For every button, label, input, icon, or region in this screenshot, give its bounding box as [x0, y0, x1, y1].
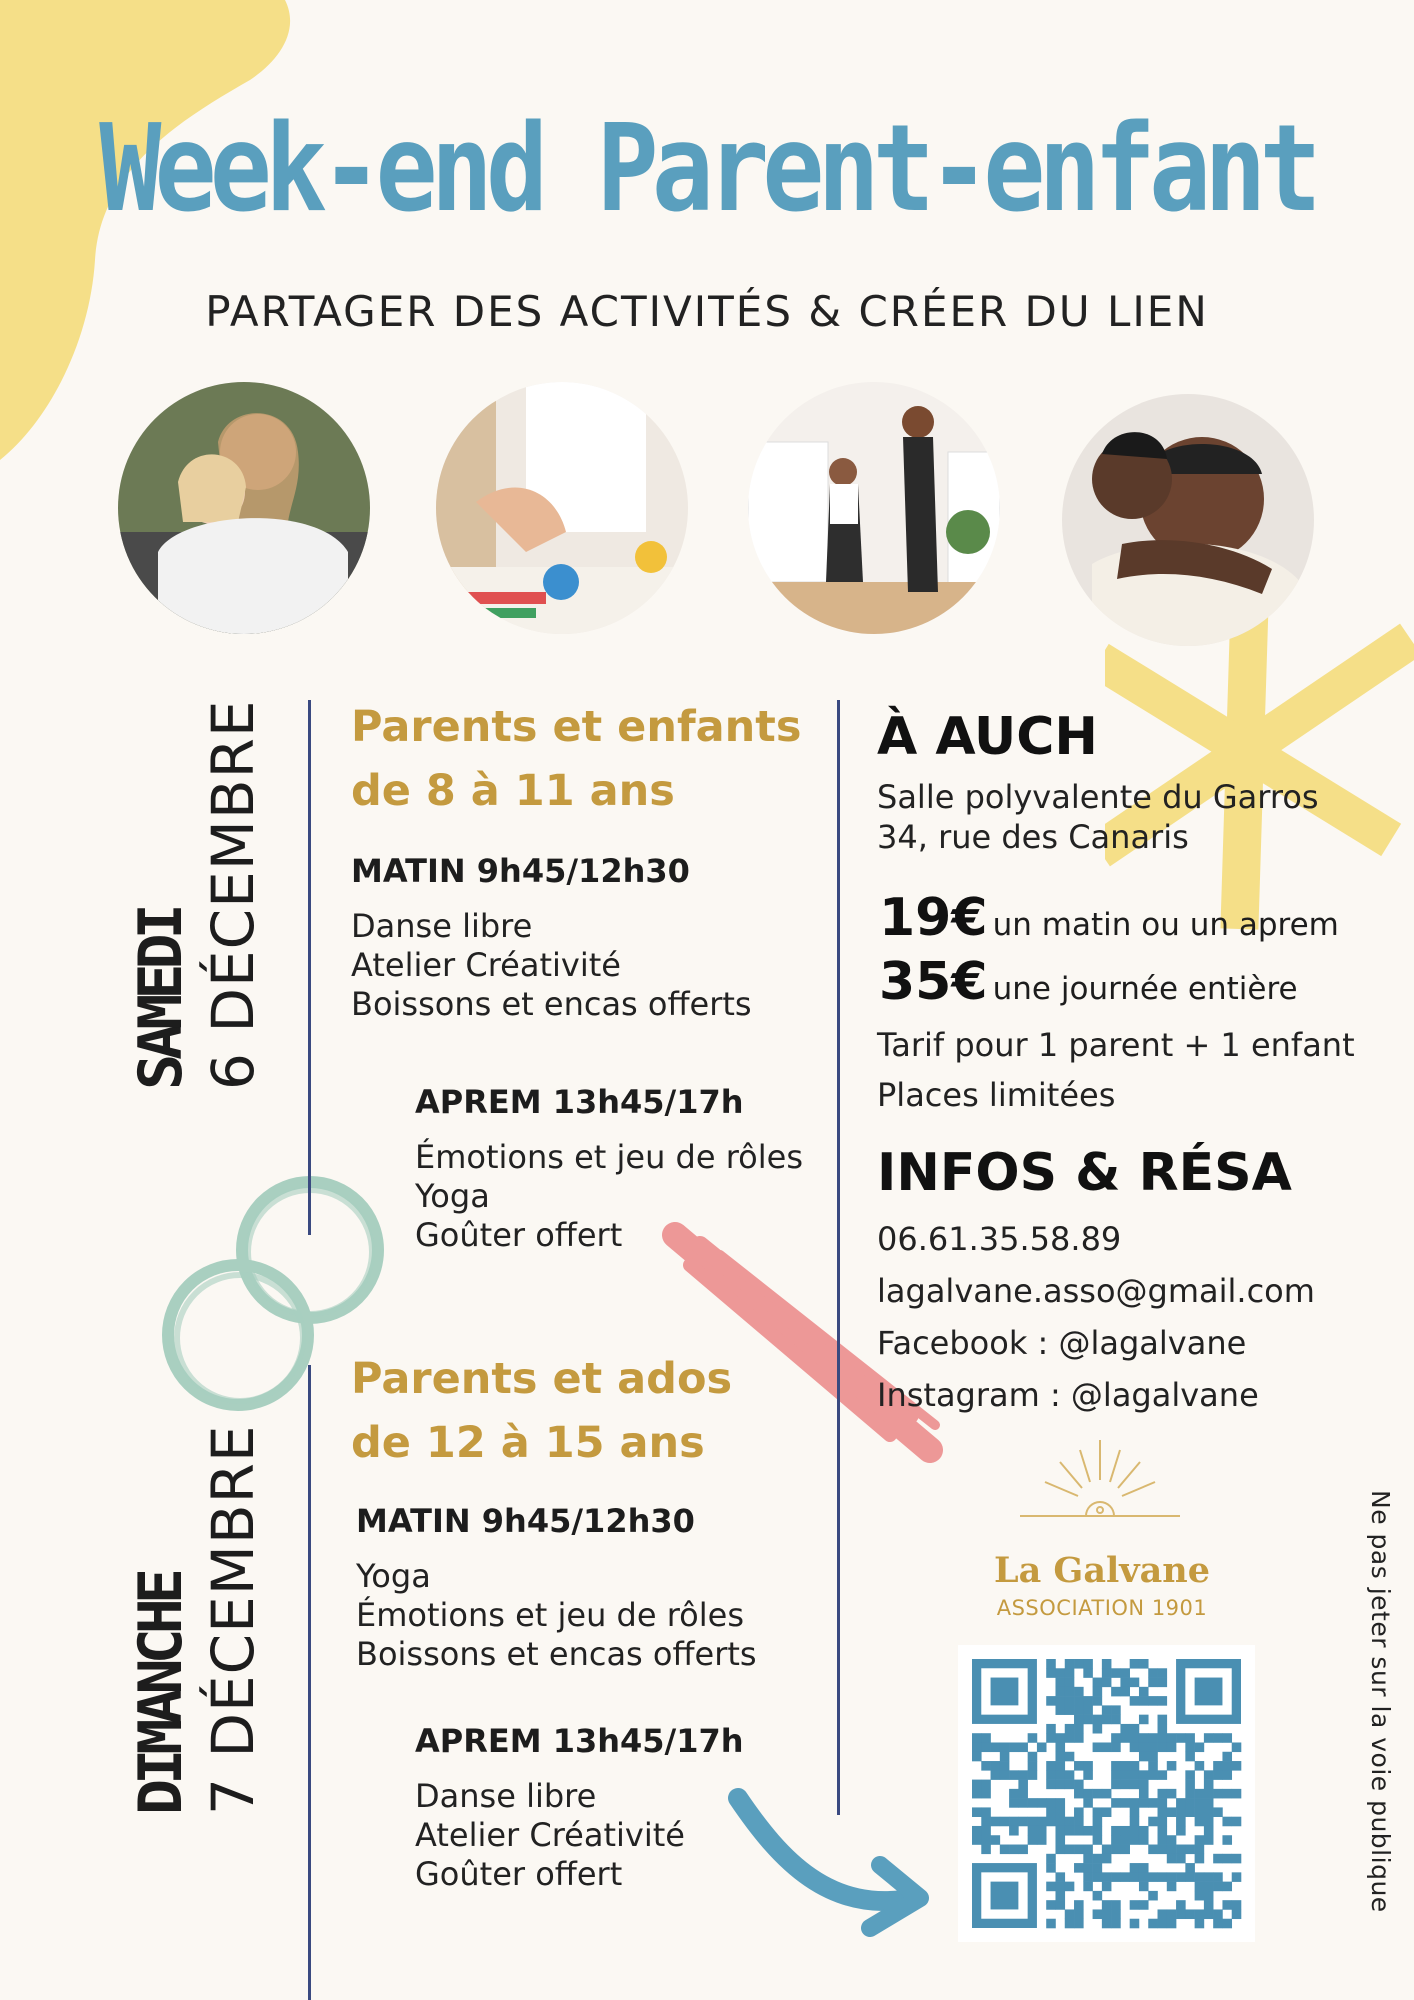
blue-arrow-decoration: [720, 1780, 940, 1950]
saturday-afternoon-activities: [415, 1138, 803, 1255]
saturday-program: [351, 695, 811, 823]
sunday-audience-line1: Parents et ados: [351, 1354, 733, 1404]
saturday-label: [125, 699, 269, 1090]
location-details: [877, 777, 1319, 857]
sunday-divider-line: [308, 1365, 311, 2000]
sunday-afternoon-activities: [415, 1777, 685, 1894]
saturday-morning-activities: [351, 907, 752, 1024]
sunday-date: 7 DÉCEMBRE: [199, 1424, 267, 1815]
activity-item: Émotions et jeu de rôles: [356, 1596, 744, 1634]
saturday-morning-label: MATIN 9h45/12h30: [351, 852, 690, 890]
contact-phone[interactable]: 06.61.35.58.89: [877, 1220, 1122, 1258]
pricing-notes: [877, 1020, 1355, 1120]
footer-note: Ne pas jeter sur la voie publique: [1366, 1490, 1395, 1913]
sun-logo-icon: [1010, 1430, 1190, 1540]
activity-item: Yoga: [415, 1177, 490, 1215]
qr-code-image: [958, 1645, 1255, 1942]
poster-title: Week-end Parent-enfant: [99, 100, 1315, 239]
photo-mother-daughter: [118, 382, 370, 634]
price-full-day: 35€: [879, 952, 988, 1012]
activity-item: Goûter offert: [415, 1855, 623, 1893]
qr-code[interactable]: [958, 1645, 1255, 1942]
center-divider-line: [837, 700, 840, 1815]
pricing-note-limited: Places limitées: [877, 1076, 1116, 1114]
venue-name: Salle polyvalente du Garros: [877, 778, 1319, 816]
price-half-day: 19€: [879, 888, 988, 948]
contact-facebook[interactable]: Facebook : @lagalvane: [877, 1324, 1247, 1362]
saturday-audience-line1: Parents et enfants: [351, 702, 802, 752]
contact-email[interactable]: lagalvane.asso@gmail.com: [877, 1272, 1315, 1310]
location-heading: À AUCH: [877, 707, 1098, 767]
sunday-audience-line2: de 12 à 15 ans: [351, 1418, 705, 1468]
saturday-divider-line: [308, 700, 311, 1235]
logo-subtitle: ASSOCIATION 1901: [996, 1596, 1208, 1620]
activity-item: Émotions et jeu de rôles: [415, 1138, 803, 1176]
activity-item: Yoga: [356, 1557, 431, 1595]
sunday-program: [351, 1347, 811, 1475]
price-row-half-day: [879, 888, 1339, 948]
price-half-day-desc: un matin ou un aprem: [992, 907, 1339, 943]
price-full-day-desc: une journée entière: [992, 971, 1298, 1007]
activity-item: Goûter offert: [415, 1216, 623, 1254]
saturday-day-name: SAMEDI: [126, 909, 196, 1090]
saturday-date: 6 DÉCEMBRE: [199, 699, 267, 1090]
photo-father-son: [1062, 394, 1314, 646]
contact-instagram[interactable]: Instagram : @lagalvane: [877, 1376, 1259, 1414]
sunday-afternoon-label: APREM 13h45/17h: [415, 1722, 744, 1760]
pricing-note-tariff: Tarif pour 1 parent + 1 enfant: [877, 1026, 1355, 1064]
logo-name: La Galvane: [993, 1550, 1211, 1591]
sunday-day-name: DIMANCHE: [126, 1574, 196, 1815]
contact-heading: INFOS & RÉSA: [877, 1143, 1292, 1203]
sunday-label: [125, 1424, 269, 1815]
saturday-afternoon-label: APREM 13h45/17h: [415, 1083, 744, 1121]
sunday-morning-label: MATIN 9h45/12h30: [356, 1502, 695, 1540]
photo-child-painting: [436, 382, 688, 634]
saturday-audience-line2: de 8 à 11 ans: [351, 766, 675, 816]
activity-item: Atelier Créativité: [351, 946, 621, 984]
venue-address: 34, rue des Canaris: [877, 818, 1189, 856]
activity-item: Boissons et encas offerts: [351, 985, 752, 1023]
contact-details: [877, 1213, 1315, 1421]
activity-item: Danse libre: [415, 1777, 597, 1815]
photo-dance: [748, 382, 1000, 634]
activity-item: Danse libre: [351, 907, 533, 945]
activity-item: Atelier Créativité: [415, 1816, 685, 1854]
sunday-morning-activities: [356, 1557, 757, 1674]
poster-subtitle: PARTAGER DES ACTIVITÉS & CRÉER DU LIEN: [205, 287, 1209, 336]
price-row-full-day: [879, 952, 1298, 1012]
activity-item: Boissons et encas offerts: [356, 1635, 757, 1673]
